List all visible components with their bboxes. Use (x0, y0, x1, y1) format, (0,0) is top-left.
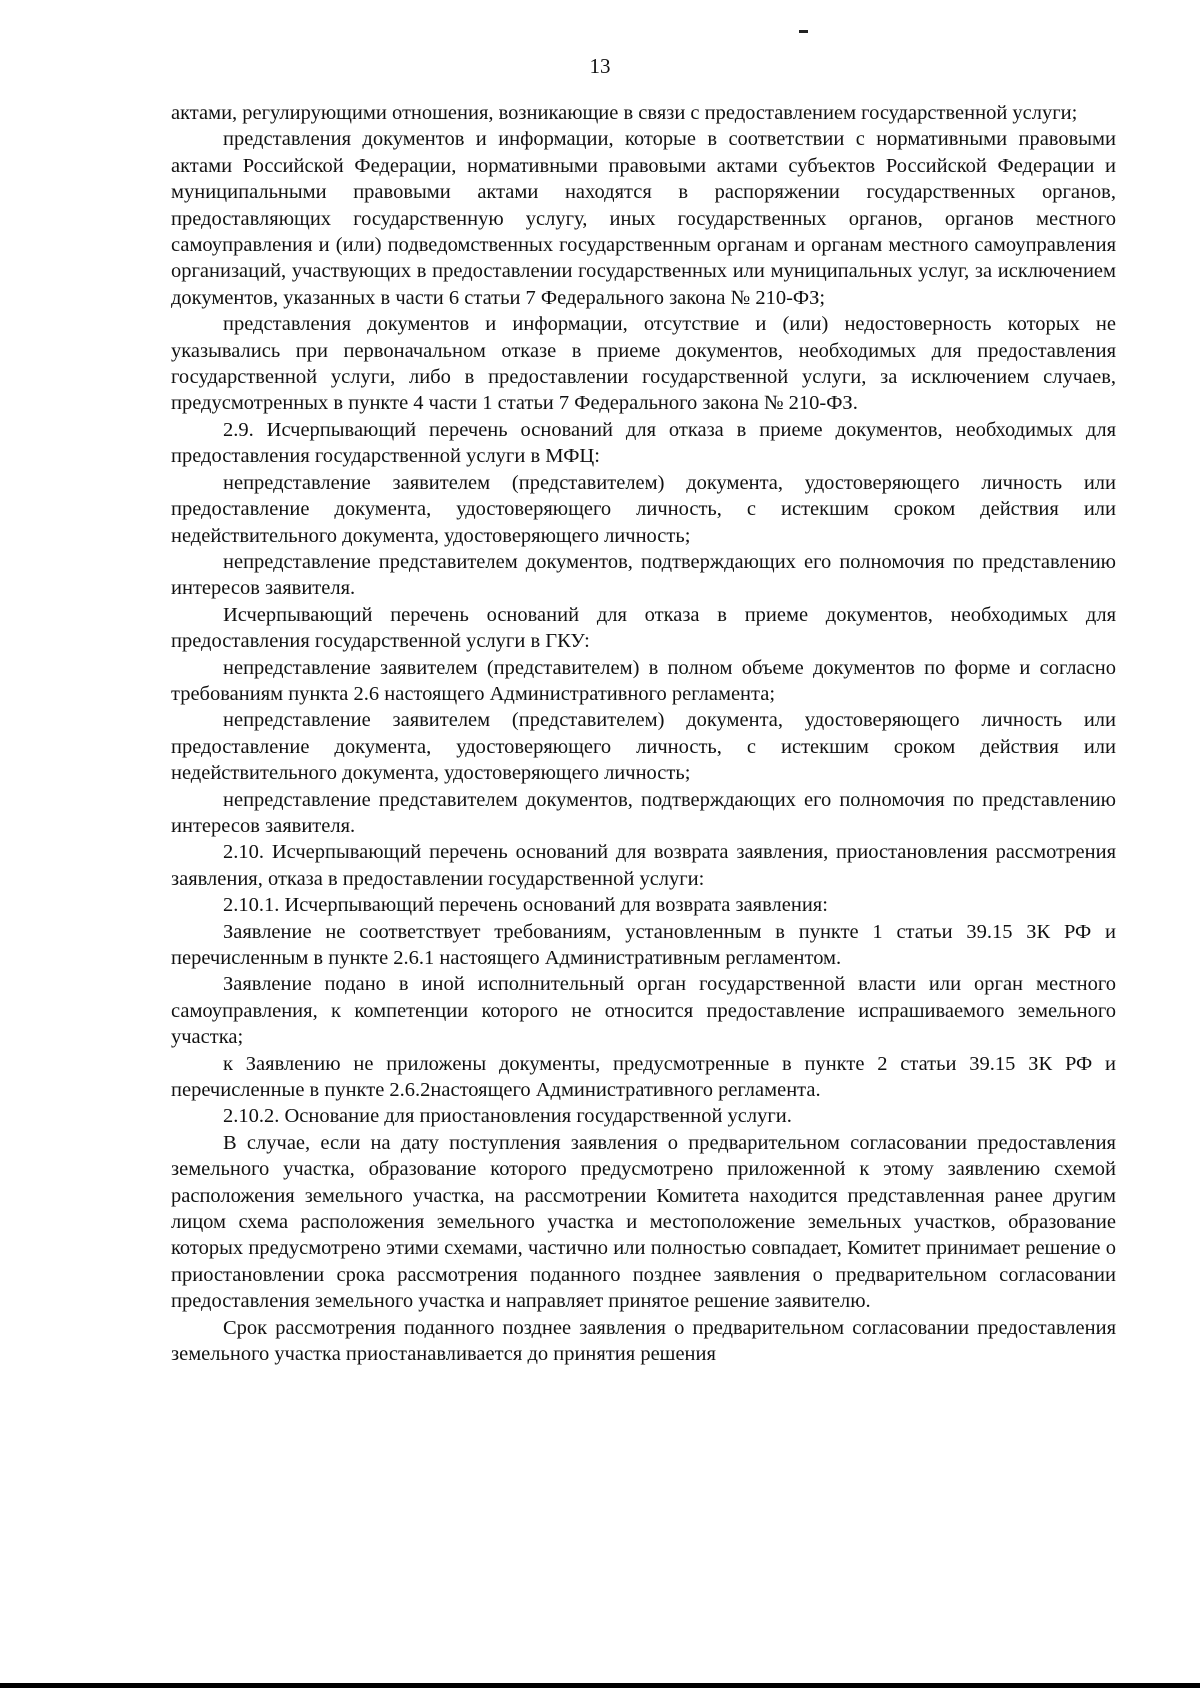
page-number: 13 (589, 54, 611, 78)
paragraph: Заявление не соответствует требованиям, установленным в пункте 1 статьи 39.15 ЗК РФ и перечисленным в пункте 2.6.1 настоящего Административным регламентом. (171, 920, 1116, 969)
paragraph: Срок рассмотрения поданного позднее заявления о предварительном согласовании предоставления земельного участка приостанавливается до принятия решения (171, 1316, 1116, 1366)
document-body (171, 100, 1116, 1368)
paragraph: непредставление заявителем (представителем) документа, удостоверяющего личность или предоставление документа, удостоверяющего личность, с истекшим сроком действия или недействительного документа, удостоверяющего личность; (171, 471, 1116, 547)
section-heading-2-10: 2.10. Исчерпывающий перечень оснований для возврата заявления, приостановления рассмотрения заявления, отказа в предоставлении государственной услуги: (171, 841, 1116, 890)
paragraph: В случае, если на дату поступления заявления о предварительном согласовании предоставления земельного участка, образование которого предусмотрено приложенной к этому заявлению схемой расположения земельного участка, на рассмотрении Комитета находится представленная ранее другим лицом схема расположения земельного участка и местоположение земельных участков, образование которых предусмотрено этими схемами, частично или полностью совпадает, Комитет принимает решение о приостановлении срока рассмотрения поданного позднее заявления о предварительном согласовании предоставления земельного участка и направляет принятое решение заявителю. (171, 1131, 1116, 1313)
paragraph: непредставление представителем документов, подтверждающих его полномочия по представлению интересов заявителя. (171, 550, 1116, 600)
paragraph: актами, регулирующими отношения, возникающие в связи с предоставлением государственной услуги; (171, 102, 1078, 124)
paragraph: непредставление представителем документов, подтверждающих его полномочия по представлению интересов заявителя. (171, 788, 1116, 837)
paragraph: непредставление заявителем (представителем) в полном объеме документов по форме и согласно требованиям пункта 2.6 настоящего Административного регламента; (171, 656, 1116, 705)
paragraph: представления документов и информации, которые в соответствии с нормативными правовыми актами Российской Федерации, нормативными правовыми актами субъектов Российской Федерации и муниципальными правовыми актами находятся в распоряжении государственных органов, предоставляющих государственную услугу, иных государственных органов, органов местного самоуправления и (или) подведомственных государственным органам и органам местного самоуправления организаций, участвующих в предоставлении государственных или муниципальных услуг, за исключением документов, указанных в части 6 статьи 7 Федерального закона № 210-ФЗ; (171, 128, 1116, 309)
section-heading-2-10-2: 2.10.2. Основание для приостановления государственной услуги. (223, 1105, 792, 1128)
paragraph: представления документов и информации, отсутствие и (или) недостоверность которых не указывались при первоначальном отказе в приеме документов, необходимых для предоставления государственной услуги, либо в предоставлении государственной услуги, за исключением случаев, предусмотренных в пункте 4 части 1 статьи 7 Федерального закона № 210-ФЗ. (171, 313, 1116, 415)
paragraph: к Заявлению не приложены документы, предусмотренные в пункте 2 статьи 39.15 ЗК РФ и перечисленные в пункте 2.6.2настоящего Административного регламента. (171, 1052, 1116, 1102)
scan-bottom-edge (0, 1683, 1200, 1688)
paragraph: Заявление подано в иной исполнительный орган государственной власти или орган местного самоуправления, к компетенции которого не относится предоставление испрашиваемого земельного участка; (171, 973, 1116, 1049)
paragraph: непредставление заявителем (представителем) документа, удостоверяющего личность или предоставление документа, удостоверяющего личность, с истекшим сроком действия или недействительного документа, удостоверяющего личность; (171, 709, 1116, 785)
scan-artifact-mark (799, 30, 808, 33)
section-heading-2-10-1: 2.10.1. Исчерпывающий перечень оснований для возврата заявления: (223, 894, 828, 917)
paragraph: Исчерпывающий перечень оснований для отказа в приеме документов, необходимых для предоставления государственной услуги в ГКУ: (171, 603, 1116, 653)
section-heading-2-9: 2.9. Исчерпывающий перечень оснований для отказа в приеме документов, необходимых для предоставления государственной услуги в МФЦ: (171, 418, 1116, 468)
